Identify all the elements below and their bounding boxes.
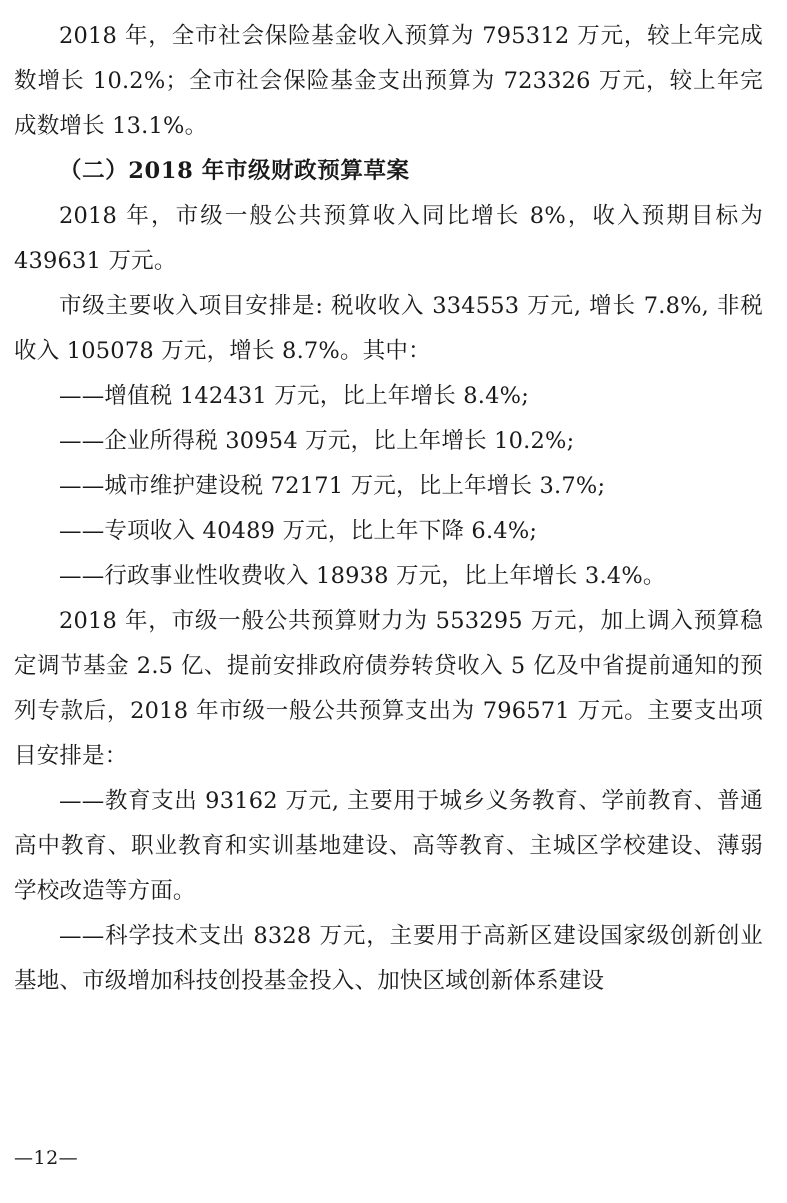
page-number: —12— [14,1147,79,1169]
paragraph: 2018 年，市级一般公共预算收入同比增长 8%，收入预期目标为 439631 万元。 [14,203,763,274]
list-item: ——科学技术支出 8328 万元，主要用于高新区建设国家级创新创业基地、市级增加科技创投基金投入、加快区域创新体系建设 [14,923,763,994]
list-item: ——增值税 142431 万元，比上年增长 8.4%; [59,383,529,409]
paragraph: 2018 年，市级一般公共预算财力为 553295 万元，加上调入预算稳定调节基金 2.5 亿、提前安排政府债券转贷收入 5 亿及中省提前通知的预列专款后，2018 年市级一般公共预算支出为 796571 万元。主要支出项目安排是： [14,608,763,769]
document-body [14,14,763,1004]
paragraph: 市级主要收入项目安排是: 税收收入 334553 万元, 增长 7.8%, 非税收入 105078 万元，增长 8.7%。其中： [14,293,763,364]
paragraph: 2018 年，全市社会保险基金收入预算为 795312 万元，较上年完成数增长 10.2%；全市社会保险基金支出预算为 723326 万元，较上年完成数增长 13.1%。 [14,23,763,139]
list-item: ——专项收入 40489 万元，比上年下降 6.4%; [59,518,538,544]
list-item: ——企业所得税 30954 万元，比上年增长 10.2%; [59,428,575,454]
section-heading: （二）2018 年市级财政预算草案 [59,158,410,184]
list-item: ——教育支出 93162 万元, 主要用于城乡义务教育、学前教育、普通高中教育、职业教育和实训基地建设、高等教育、主城区学校建设、薄弱学校改造等方面。 [14,788,763,904]
list-item: ——城市维护建设税 72171 万元，比上年增长 3.7%; [59,473,606,499]
list-item: ——行政事业性收费收入 18938 万元，比上年增长 3.4%。 [59,563,666,589]
